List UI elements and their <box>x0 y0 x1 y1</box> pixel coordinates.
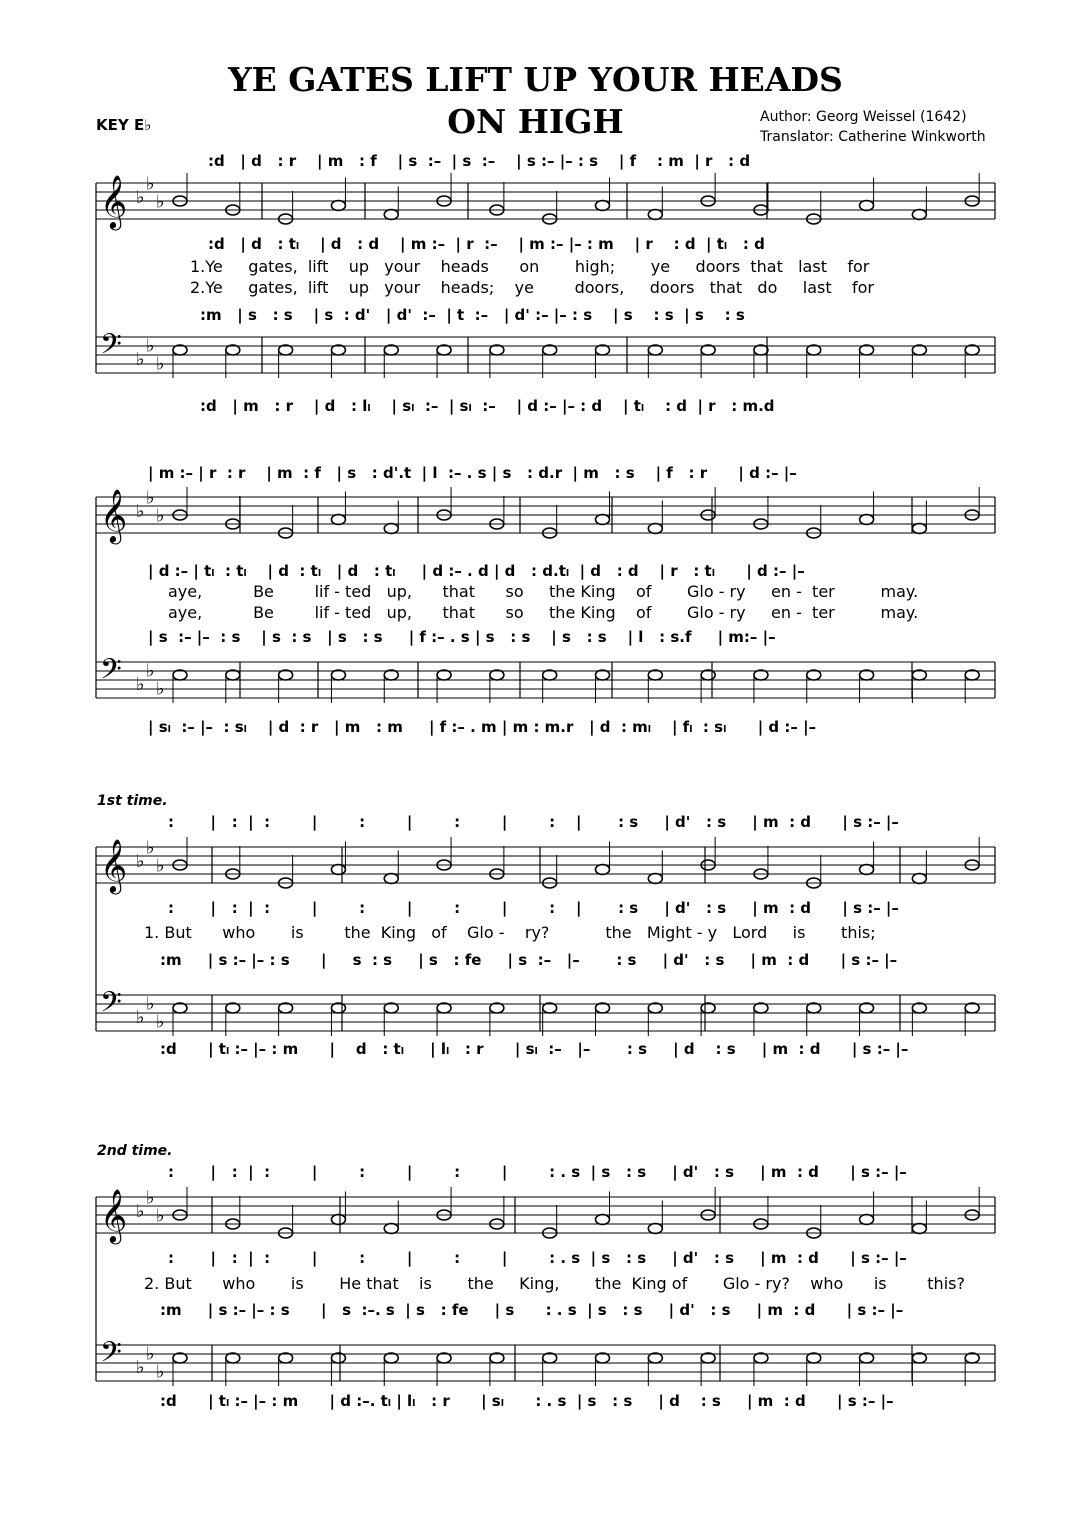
note-head <box>596 201 610 211</box>
note-head <box>331 1215 345 1225</box>
system-1-tenor-solfa: :m | s : s | s : d' | d' :– | t :– | d' :– |– : s | s : s | s : s <box>200 306 745 324</box>
note-head <box>860 515 874 525</box>
flat-icon: ♭ <box>146 993 155 1015</box>
system-4-bass-solfa: :d | tₗ :– |– : m | d :–. tₗ | lₗ : r | sₗ : . s | s : s | d : s | m : d | s :– |– <box>160 1392 894 1410</box>
system-4-soprano-solfa: : | : | : | : | : | : . s | s : s | d' : s | m : d | s :– |– <box>168 1163 907 1181</box>
note-head <box>860 201 874 211</box>
system-1-soprano-solfa: :d | d : r | m : f | s :– | s :– | s :– |– : s | f : m | r : d <box>208 152 751 170</box>
flat-icon: ♭ <box>136 674 145 695</box>
system-3-label: 1st time. <box>97 793 168 809</box>
treble-clef-icon: 𝄞 <box>100 1188 128 1242</box>
note-head <box>384 874 398 884</box>
note-head <box>860 1215 874 1225</box>
flat-icon: ♭ <box>136 501 145 522</box>
note-head <box>384 524 398 534</box>
system-3-verse: 1. But who is the King of Glo - ry? the Might - y Lord is this; <box>144 923 876 942</box>
system-4-tenor-solfa: :m | s :– |– : s | s :–. s | s : fe | s : . s | s : s | d' : s | m : d | s :– |– <box>160 1301 904 1319</box>
system-2-alto-solfa: | d :– | tₗ : tₗ | d : tₗ | d : tₗ | d :– . d | d : d.tₗ | d : d | r : tₗ | d :– |– <box>148 562 805 580</box>
key-signature-label: KEY E♭ <box>96 116 152 134</box>
treble-clef-icon: 𝄞 <box>100 488 128 542</box>
flat-icon: ♭ <box>146 660 155 682</box>
note-head <box>596 1215 610 1225</box>
flat-icon: ♭ <box>156 1011 165 1033</box>
bass-clef-icon: 𝄢 <box>100 986 122 1026</box>
flat-icon: ♭ <box>136 1357 145 1378</box>
bass-clef-icon: 𝄢 <box>100 1336 122 1376</box>
translator-credit: Translator: Catherine Winkworth <box>760 129 986 145</box>
note-head <box>912 874 926 884</box>
flat-icon: ♭ <box>156 1361 165 1383</box>
note-head <box>912 524 926 534</box>
system-3-soprano-solfa: : | : | : | : | : | : | : s | d' : s | m : d | s :– |– <box>168 813 899 831</box>
bass-clef-icon: 𝄢 <box>100 328 122 368</box>
system-1-verse-2: 2.Ye gates, lift up your heads; ye doors, doors that do last for <box>190 278 875 297</box>
flat-icon: ♭ <box>156 191 165 213</box>
note-head <box>596 865 610 875</box>
note-head <box>912 1224 926 1234</box>
note-head <box>331 201 345 211</box>
note-head <box>331 515 345 525</box>
flat-icon: ♭ <box>146 335 155 357</box>
note-head <box>648 210 662 220</box>
title-line-2: ON HIGH <box>447 102 624 141</box>
flat-icon: ♭ <box>146 1187 155 1209</box>
flat-icon: ♭ <box>156 505 165 527</box>
flat-icon: ♭ <box>136 851 145 872</box>
note-head <box>648 1224 662 1234</box>
flat-icon: ♭ <box>136 1007 145 1028</box>
flat-icon: ♭ <box>156 353 165 375</box>
treble-clef-icon: 𝄞 <box>100 174 128 228</box>
flat-icon: ♭ <box>156 678 165 700</box>
note-head <box>648 524 662 534</box>
note-head <box>912 210 926 220</box>
author-credit: Author: Georg Weissel (1642) <box>760 109 967 125</box>
system-2-verse-2: aye, Be lif - ted up, that so the King of Glo - ry en - ter may. <box>168 603 919 622</box>
flat-icon: ♭ <box>136 1201 145 1222</box>
system-1-bass-solfa: :d | m : r | d : lₗ | sₗ :– | sₗ :– | d :– |– : d | tₗ : d | r : m.d <box>200 397 775 415</box>
title-line-1: YE GATES LIFT UP YOUR HEADS <box>228 60 843 99</box>
system-4-alto-solfa: : | : | : | : | : | : . s | s : s | d' : s | m : d | s :– |– <box>168 1249 907 1267</box>
flat-icon: ♭ <box>146 173 155 195</box>
system-3-bass-solfa: :d | tₗ :– |– : m | d : tₗ | lₗ : r | sₗ :– |– : s | d : s | m : d | s :– |– <box>160 1040 909 1058</box>
note-head <box>648 874 662 884</box>
treble-clef-icon: 𝄞 <box>100 838 128 892</box>
flat-icon: ♭ <box>156 1205 165 1227</box>
system-4-verse: 2. But who is He that is the King, the King of Glo - ry? who is this? <box>144 1274 965 1293</box>
system-2-tenor-solfa: | s :– |– : s | s : s | s : s | f :– . s | s : s | s : s | l : s.f | m:– |– <box>148 628 776 646</box>
note-head <box>384 1224 398 1234</box>
flat-icon: ♭ <box>136 187 145 208</box>
system-1-verse-1: 1.Ye gates, lift up your heads on high; ye doors that last for <box>190 257 870 276</box>
note-head <box>860 865 874 875</box>
note-head <box>384 210 398 220</box>
system-3-alto-solfa: : | : | : | : | : | : | : s | d' : s | m : d | s :– |– <box>168 899 899 917</box>
system-4-label: 2nd time. <box>97 1143 173 1159</box>
system-2-verse-1: aye, Be lif - ted up, that so the King of Glo - ry en - ter may. <box>168 582 919 601</box>
note-head <box>596 515 610 525</box>
note-head <box>331 865 345 875</box>
flat-icon: ♭ <box>156 855 165 877</box>
bass-clef-icon: 𝄢 <box>100 653 122 693</box>
flat-icon: ♭ <box>136 349 145 370</box>
flat-icon: ♭ <box>146 487 155 509</box>
system-2-bass-solfa: | sₗ :– |– : sₗ | d : r | m : m | f :– . m | m : m.r | d : mₗ | fₗ : sₗ | d :– |– <box>148 718 817 736</box>
system-1-alto-solfa: :d | d : tₗ | d : d | m :– | r :– | m :– |– : m | r : d | tₗ : d <box>208 235 765 253</box>
system-3-tenor-solfa: :m | s :– |– : s | s : s | s : fe | s :– |– : s | d' : s | m : d | s :– |– <box>160 951 898 969</box>
system-2-soprano-solfa: | m :– | r : r | m : f | s : d'.t | l :– . s | s : d.r | m : s | f : r | d :– |– <box>148 464 797 482</box>
flat-icon: ♭ <box>146 837 155 859</box>
flat-icon: ♭ <box>146 1343 155 1365</box>
